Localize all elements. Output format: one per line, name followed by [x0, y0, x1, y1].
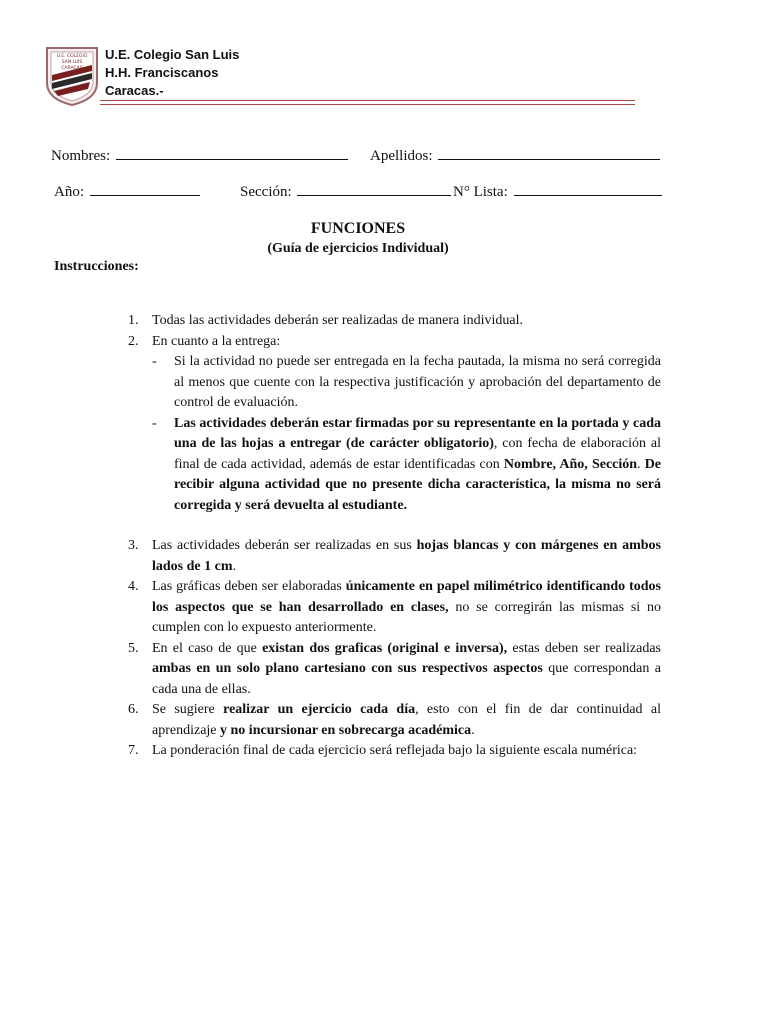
document-title: FUNCIONES — [310, 220, 406, 237]
sub-item-text: Si la actividad no puede ser entregada en la fecha pautada, la misma no será corregida al menos que cuente con la respectiva justificación y aprobación del departamento de control de evaluación. — [174, 354, 661, 410]
item-number: 3. — [128, 538, 139, 553]
header-rule-bottom — [100, 104, 635, 105]
bold-text: y no incursionar en sobrecarga académica — [220, 722, 472, 738]
lista-blank[interactable] — [514, 182, 662, 196]
school-city: Caracas.- — [105, 83, 164, 98]
svg-text:CARACAS: CARACAS — [61, 66, 83, 71]
list-item — [128, 536, 661, 577]
plain-text: Las actividades deberán ser realizadas en sus — [152, 538, 417, 553]
bold-text: Las actividades deberán estar firmadas por su representante en la portada y cada una de las hojas a entregar (de carácter obligatorio) — [174, 415, 661, 451]
plain-text: . — [637, 456, 645, 472]
list-item — [128, 700, 661, 741]
list-item — [128, 577, 661, 639]
plain-text: que correspondan a cada una de ellas. — [152, 661, 661, 697]
bold-text: De recibir alguna actividad que no presente dicha característica, la misma no será corregida y será devuelta al estudiante. — [174, 456, 662, 513]
nombres-label: Nombres: — [51, 148, 111, 164]
sub-bullet: - — [152, 354, 157, 369]
item-number: 2. — [128, 333, 139, 349]
plain-text: . — [471, 722, 475, 738]
nombres-field[interactable] — [51, 146, 348, 165]
item-number: 4. — [128, 579, 139, 594]
instructions-heading: Instrucciones: — [54, 259, 139, 274]
header-rule-top — [100, 100, 635, 101]
plain-text: , con fecha de elaboración al final de cada actividad, además de estar identificadas con — [174, 436, 661, 472]
list-item — [128, 311, 661, 332]
list-item — [128, 639, 661, 701]
plain-text: En el caso de que — [152, 640, 263, 656]
school-crest-logo — [44, 45, 100, 107]
svg-text:U.E. COLEGIO: U.E. COLEGIO — [56, 54, 88, 59]
item-number: 5. — [128, 640, 139, 656]
lista-field[interactable] — [453, 182, 662, 201]
nombres-blank[interactable] — [116, 146, 348, 160]
sub-item — [128, 414, 661, 517]
anio-blank[interactable] — [90, 182, 200, 196]
svg-text:SAN LUIS: SAN LUIS — [61, 60, 83, 65]
plain-text: estas deben ser realizadas — [507, 640, 661, 656]
bold-text: realizar un ejercicio cada día — [223, 702, 416, 717]
item-number: 7. — [128, 743, 139, 758]
school-name-block — [105, 46, 239, 100]
plain-text: , esto con el fin de dar continuidad al aprendizaje — [152, 702, 661, 738]
spacer — [128, 516, 661, 536]
list-item — [128, 741, 661, 762]
item-text: En cuanto a la entrega: — [152, 333, 281, 349]
instructions-list — [128, 311, 661, 762]
plain-text: . — [232, 558, 236, 574]
apellidos-field[interactable] — [370, 146, 660, 165]
list-item — [128, 332, 661, 353]
item-text: La ponderación final de cada ejercicio será reflejada bajo la siguiente escala numérica: — [152, 743, 638, 758]
plain-text: Las gráficas deben ser elaboradas — [152, 579, 346, 594]
anio-label: Año: — [54, 184, 84, 200]
bold-text: Nombre, Año, Sección — [503, 456, 638, 472]
sub-item — [128, 352, 661, 414]
bold-text: hojas blancas y con márgenes en ambos lados de 1 cm — [152, 538, 661, 574]
seccion-label: Sección: — [240, 184, 292, 200]
item-number: 1. — [128, 313, 139, 328]
plain-text: no se corregirán las mismas si no cumplen con lo expuesto anteriormente. — [152, 599, 661, 635]
item-number: 6. — [128, 702, 139, 717]
bold-text: únicamente en papel milimétrico identificando todos los aspectos que se han desarrollado en clases, — [152, 579, 661, 615]
bold-text: existan dos graficas (original e inversa), — [262, 640, 508, 656]
seccion-blank[interactable] — [297, 182, 451, 196]
apellidos-blank[interactable] — [438, 146, 660, 160]
school-order: H.H. Franciscanos — [105, 65, 219, 80]
seccion-field[interactable] — [240, 182, 451, 201]
apellidos-label: Apellidos: — [370, 148, 433, 164]
bold-text: ambas en un solo plano cartesiano con sus respectivos aspectos — [152, 661, 543, 676]
sub-bullet: - — [152, 415, 157, 431]
school-name: U.E. Colegio San Luis — [105, 47, 240, 62]
item-text: Todas las actividades deberán ser realizadas de manera individual. — [152, 313, 524, 328]
anio-field[interactable] — [54, 182, 200, 201]
lista-label: N° Lista: — [453, 184, 508, 200]
document-subtitle: (Guía de ejercicios Individual) — [267, 241, 449, 256]
plain-text: Se sugiere — [152, 702, 224, 717]
